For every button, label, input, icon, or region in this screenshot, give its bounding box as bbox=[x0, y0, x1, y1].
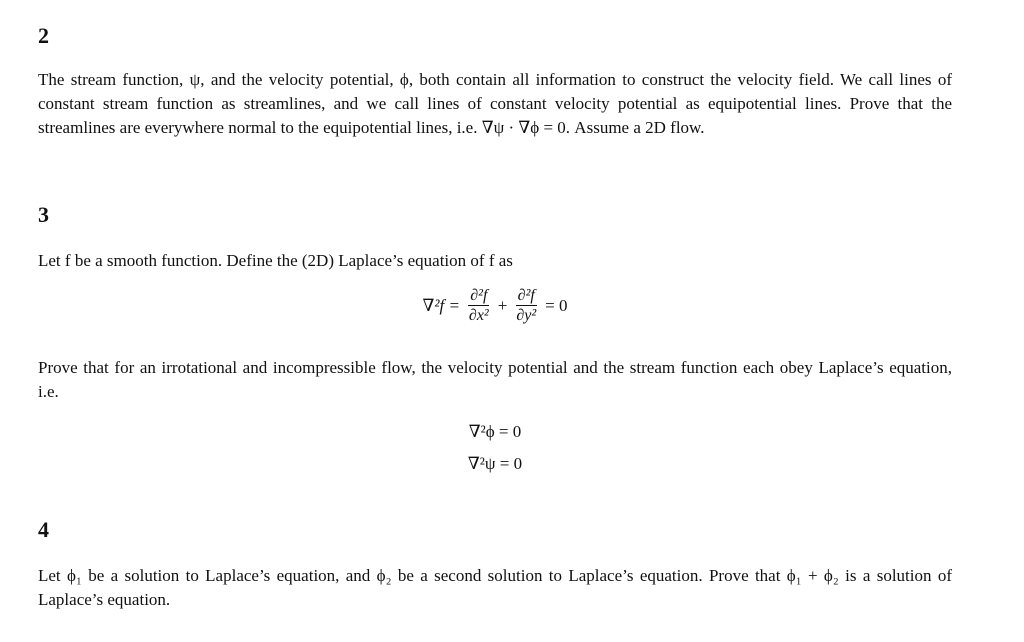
section-2-number: 2 bbox=[38, 23, 49, 48]
fraction-x bbox=[467, 286, 491, 325]
section-4-number: 4 bbox=[38, 517, 49, 542]
laplace-rhs: = 0 bbox=[545, 295, 568, 315]
section-3-text: Prove that for an irrotational and incompressible flow, the velocity potential and the stream function each obey Laplace’s equation, i.e. bbox=[38, 358, 952, 401]
section-3-intro: Let f be a smooth function. Define the (2D) Laplace’s equation of f as bbox=[38, 251, 513, 270]
fraction-y bbox=[514, 286, 538, 325]
fraction-x-numerator: ∂²f bbox=[470, 287, 488, 304]
section-4-text: Let ϕ₁ be a solution to Laplace’s equation, and ϕ₂ be a second solution to Laplace’s equation. Prove that ϕ₁ + ϕ₂ is a solution of Laplace’s equation. bbox=[38, 566, 952, 609]
fraction-y-numerator: ∂²f bbox=[517, 287, 535, 304]
section-3-number: 3 bbox=[38, 202, 49, 227]
plus-sign: + bbox=[497, 295, 508, 315]
phi-laplace-equation: ∇²ϕ = 0 bbox=[468, 422, 522, 441]
laplace-equation bbox=[0, 286, 990, 325]
laplace-lhs: ∇²f = bbox=[422, 295, 460, 315]
section-2-text: The stream function, ψ, and the velocity potential, ϕ, both contain all information to construct the velocity field. We call lines of constant stream function as streamlines, and we call lines of constant velocity potential as equipotential lines. Prove that the streamlines are everywhere normal to the equipotential lines, i.e. ∇ψ · ∇ϕ = 0. Assume a 2D flow. bbox=[38, 70, 952, 137]
psi-laplace-equation: ∇²ψ = 0 bbox=[467, 454, 523, 473]
fraction-y-denominator: ∂y² bbox=[516, 307, 537, 324]
fraction-x-denominator: ∂x² bbox=[468, 307, 489, 324]
